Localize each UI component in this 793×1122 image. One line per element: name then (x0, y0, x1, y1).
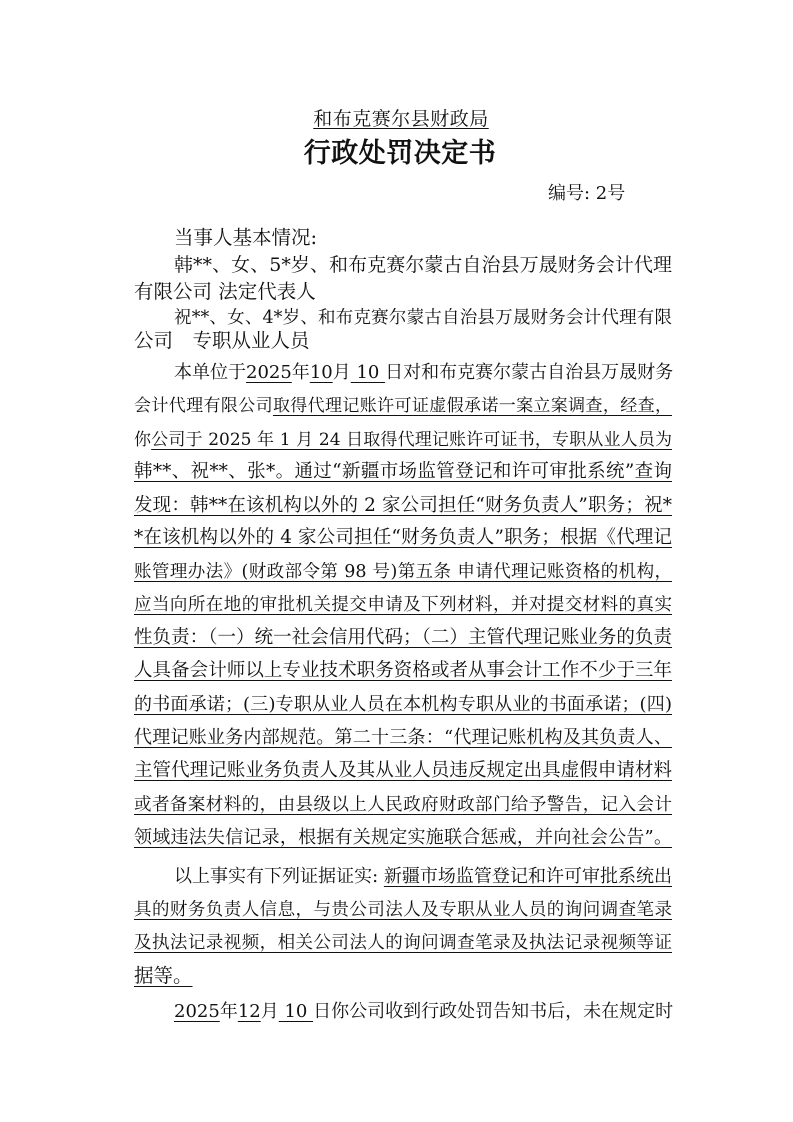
body-p1-line4 (134, 458, 672, 486)
underlined-text: 领域违法失信记录，根据有关规定实施联合惩戒，并向社会公告”。 (134, 827, 672, 848)
body-p1-line8 (134, 591, 672, 619)
underlined-text: 具的财务负责人信息，与贵公司法人及专职从业人员的询问调查笔录 (134, 900, 672, 920)
body-p2-line1 (174, 863, 672, 891)
underlined-text: 或者备案材料的，由县级以上人民政府财政部门给予警告，记入会计 (134, 795, 672, 815)
filled-month: 12 (237, 1001, 261, 1022)
party-person2-line1: 祝**、女、4*岁、和布克赛尔蒙古自治县万晟财务会计代理有限 (174, 308, 672, 328)
body-p1-line12 (134, 724, 672, 752)
underlined-text: 代理记账业务内部规范。第二十三条：“代理记账机构及其负责人、 (134, 727, 672, 748)
body-p2-line4 (134, 962, 672, 990)
text-span: 月 (260, 1001, 279, 1022)
underlined-text: 的书面承诺；(三)专职从业人员在本机构专职从业的书面承诺；(四) (134, 694, 672, 715)
body-p1-line13 (134, 757, 672, 785)
text-span: 以上事实有下列证据证实: (174, 866, 384, 887)
party-person2-line2: 公司 专职从业人员 (134, 329, 310, 352)
underlined-text: *在该机构以外的 4 家公司担任“财务负责人”职务；根据《代理记 (134, 527, 672, 548)
body-p1-line5 (134, 492, 672, 520)
body-p1-line14 (134, 791, 672, 819)
underlined-text: 取得代理记账许可证虚假承诺一案立案调查，经查， (272, 396, 673, 416)
filled-day: 10 (278, 1001, 314, 1022)
party-person1-line1: 韩**、女、5*岁、和布克赛尔蒙古自治县万晟财务会计代理 (174, 254, 672, 276)
body-p1-line9 (134, 624, 672, 652)
body-p2-line2 (134, 896, 672, 924)
filled-year: 2025 (174, 1001, 220, 1022)
underlined-text: 新疆市场监管登记和许可审批系统出 (383, 866, 673, 887)
body-p3-line1 (174, 998, 672, 1026)
body-p2-line3 (134, 929, 672, 957)
underlined-text: 发现：韩**在该机构以外的 2 家公司担任“财务负责人”职务；祝* (134, 495, 672, 516)
text-span: 会计代理有限公司 (134, 396, 273, 416)
document-title: 行政处罚决定书 (303, 138, 497, 169)
party-heading: 当事人基本情况: (174, 226, 318, 249)
underlined-text: 人具备会计师以上专业技术职务资格或者从事会计工作不少于三年 (134, 660, 672, 681)
body-p1-line1 (174, 359, 672, 387)
text-span: 你 (134, 430, 152, 450)
underlined-text: 应当向所在地的审批机关提交申请及下列材料，并对提交材料的真实 (134, 595, 672, 615)
underlined-text: 主管代理记账业务负责人及其从业人员违反规定出具虚假申请材料 (134, 760, 672, 781)
body-p1-line3 (134, 426, 672, 454)
body-p1-line6 (134, 524, 672, 552)
issuing-organization: 和布克赛尔县财政局 (313, 108, 489, 130)
text-span: 月 (332, 362, 351, 383)
text-span: 年 (219, 1001, 238, 1022)
filled-year: 2025 (246, 362, 292, 383)
underlined-text: 公司于 2025 年 1 月 24 日取得代理记账许可证书，专职从业人员为 (151, 430, 673, 450)
body-p1-line2 (134, 392, 672, 420)
text-span: 日你公司收到行政处罚告知书后，未在规定时 (313, 1001, 674, 1022)
underlined-text: 据等。 (134, 964, 193, 987)
body-p1-line15 (134, 824, 672, 852)
text-span: 本单位于 (174, 362, 246, 383)
body-p1-line7 (134, 558, 672, 586)
underlined-text: 性负责：（一）统一社会信用代码；（二）主管代理记账业务的负责 (134, 627, 672, 648)
text-span: 年 (291, 362, 310, 383)
filled-month: 10 (309, 362, 333, 383)
body-p1-line11 (134, 691, 672, 719)
text-span: 日对和布克赛尔蒙古自治县万晟财务 (385, 362, 674, 383)
underlined-text: 韩**、祝**、张*。通过“新疆市场监管登记和许可审批系统”查询 (134, 461, 672, 482)
body-p1-line10 (134, 657, 672, 685)
underlined-text: 账管理办法》(财政部令第 98 号)第五条 申请代理记账资格的机构， (134, 562, 672, 582)
filled-day: 10 (350, 362, 386, 383)
document-number: 编号: 2号 (548, 183, 626, 204)
underlined-text: 及执法记录视频，相关公司法人的询问调查笔录及执法记录视频等证 (134, 933, 672, 953)
party-person1-line2: 有限公司 法定代表人 (134, 280, 316, 303)
